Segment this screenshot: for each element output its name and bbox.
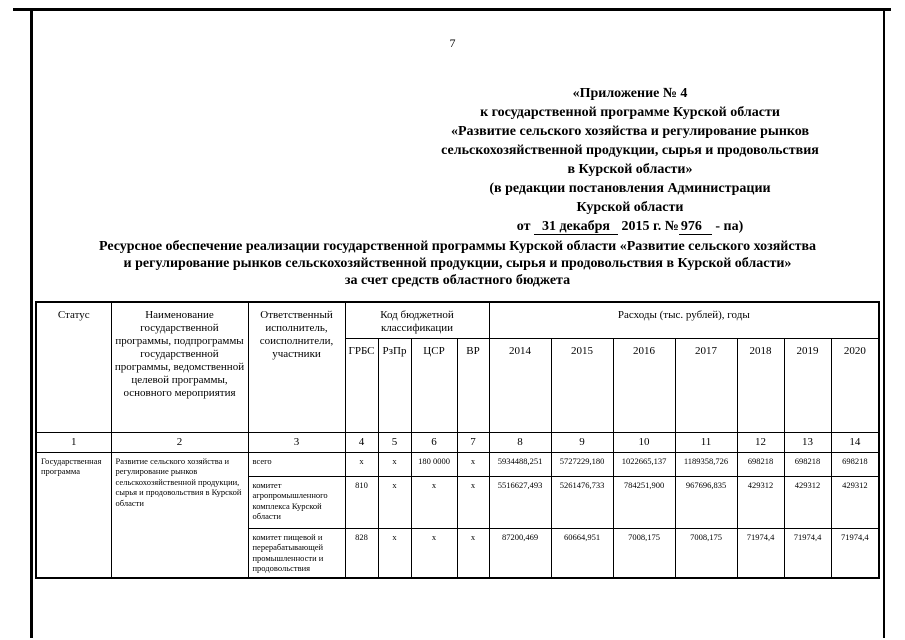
value-cell: 429312 xyxy=(784,476,831,528)
column-number: 10 xyxy=(613,432,675,452)
appendix-line: «Развитие сельского хозяйства и регулирование рынков xyxy=(450,124,810,139)
value-cell: 429312 xyxy=(737,476,784,528)
column-number: 9 xyxy=(551,432,613,452)
appendix-block xyxy=(375,84,885,236)
value-cell: 698218 xyxy=(784,452,831,476)
value-cell: 71974,4 xyxy=(784,528,831,578)
appendix-line: «Приложение № 4 xyxy=(572,86,688,101)
col-header-vr: ВР xyxy=(457,338,489,432)
value-cell: 5727229,180 xyxy=(551,452,613,476)
column-number: 5 xyxy=(378,432,411,452)
col-header-year-2016: 2016 xyxy=(613,338,675,432)
value-cell: 87200,469 xyxy=(489,528,551,578)
value-cell: 5261476,733 xyxy=(551,476,613,528)
column-number: 8 xyxy=(489,432,551,452)
value-cell: 7008,175 xyxy=(675,528,737,578)
col-header-year-2017: 2017 xyxy=(675,338,737,432)
column-number: 1 xyxy=(36,432,111,452)
value-cell: 429312 xyxy=(831,476,879,528)
col-header-grbs: ГРБС xyxy=(345,338,378,432)
rzpr-cell: x xyxy=(378,476,411,528)
value-cell: 698218 xyxy=(737,452,784,476)
table-row xyxy=(36,452,879,476)
appendix-line: Курской области xyxy=(576,200,684,215)
appendix-date-line xyxy=(375,217,885,236)
value-cell: 5516627,493 xyxy=(489,476,551,528)
scan-border-left xyxy=(30,8,33,638)
csr-cell: 180 0000 xyxy=(411,452,457,476)
col-header-year-2015: 2015 xyxy=(551,338,613,432)
date-middle: 2015 г. № xyxy=(621,219,679,234)
csr-cell: x xyxy=(411,528,457,578)
program-name-cell: Развитие сельского хозяйства и регулирование рынков сельскохозяйственной продукции, сырья и продовольствия в Курской области xyxy=(111,452,248,578)
col-header-csr: ЦСР xyxy=(411,338,457,432)
date-suffix: - па) xyxy=(715,219,744,234)
value-cell: 967696,835 xyxy=(675,476,737,528)
col-header-year-2020: 2020 xyxy=(831,338,879,432)
page-number: 7 xyxy=(449,36,456,50)
col-header-year-2014: 2014 xyxy=(489,338,551,432)
column-number: 14 xyxy=(831,432,879,452)
csr-cell: x xyxy=(411,476,457,528)
col-header-budget-code: Код бюджетной классификации xyxy=(345,302,489,338)
value-cell: 71974,4 xyxy=(737,528,784,578)
grbs-cell: 828 xyxy=(345,528,378,578)
rzpr-cell: x xyxy=(378,528,411,578)
vr-cell: x xyxy=(457,528,489,578)
column-numbers-row xyxy=(36,432,879,452)
column-number: 13 xyxy=(784,432,831,452)
col-header-year-2019: 2019 xyxy=(784,338,831,432)
col-header-name: Наименование государственной программы, подпрограммы государственной программы, ведомственной целевой программы, основного мероприятия xyxy=(111,302,248,432)
executor-cell: всего xyxy=(248,452,345,476)
grbs-cell: 810 xyxy=(345,476,378,528)
value-cell: 1022665,137 xyxy=(613,452,675,476)
status-cell: Государственная программа xyxy=(36,452,111,578)
appendix-line: в Курской области» xyxy=(567,162,693,177)
executor-cell: комитет пищевой и перерабатывающей промышленности и продовольствия xyxy=(248,528,345,578)
column-number: 6 xyxy=(411,432,457,452)
budget-table xyxy=(35,301,880,579)
column-number: 4 xyxy=(345,432,378,452)
grbs-cell: x xyxy=(345,452,378,476)
value-cell: 1189358,726 xyxy=(675,452,737,476)
date-prefix: от xyxy=(516,219,531,234)
executor-cell: комитет агропромышленного комплекса Курской области xyxy=(248,476,345,528)
column-number: 7 xyxy=(457,432,489,452)
value-cell: 5934488,251 xyxy=(489,452,551,476)
title-line: Ресурсное обеспечение реализации государственной программы Курской области «Развитие сельского хозяйства xyxy=(98,239,817,254)
col-header-year-2018: 2018 xyxy=(737,338,784,432)
value-cell: 60664,951 xyxy=(551,528,613,578)
scan-border-top xyxy=(13,8,891,11)
column-number: 11 xyxy=(675,432,737,452)
appendix-line: (в редакции постановления Администрации xyxy=(489,181,771,196)
appendix-line: сельскохозяйственной продукции, сырья и продовольствия xyxy=(441,143,819,158)
column-number: 3 xyxy=(248,432,345,452)
rzpr-cell: x xyxy=(378,452,411,476)
date-underlined: 31 декабря xyxy=(534,219,618,235)
doc-number-underlined: 976 xyxy=(679,219,712,235)
column-number: 12 xyxy=(737,432,784,452)
value-cell: 698218 xyxy=(831,452,879,476)
document-title xyxy=(35,238,880,289)
value-cell: 7008,175 xyxy=(613,528,675,578)
vr-cell: x xyxy=(457,476,489,528)
title-line: и регулирование рынков сельскохозяйственной продукции, сырья и продовольствия в Курской области» xyxy=(123,256,792,271)
value-cell: 784251,900 xyxy=(613,476,675,528)
value-cell: 71974,4 xyxy=(831,528,879,578)
vr-cell: x xyxy=(457,452,489,476)
title-line: за счет средств областного бюджета xyxy=(344,273,571,288)
col-header-rzpr: РзПр xyxy=(378,338,411,432)
col-header-status: Статус xyxy=(36,302,111,432)
col-header-executor: Ответственный исполнитель, соисполнители, участники xyxy=(248,302,345,432)
column-number: 2 xyxy=(111,432,248,452)
appendix-line: к государственной программе Курской области xyxy=(480,105,780,120)
col-header-expenses: Расходы (тыс. рублей), годы xyxy=(489,302,879,338)
